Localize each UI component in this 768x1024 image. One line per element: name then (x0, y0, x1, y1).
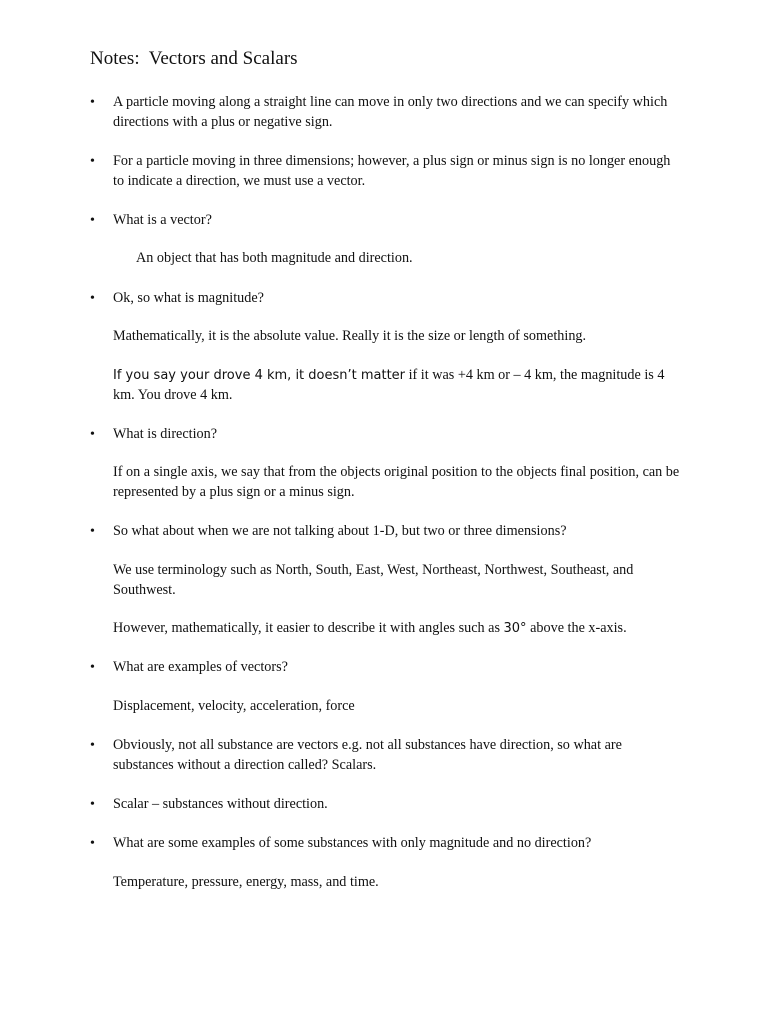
list-item: What is direction? (113, 426, 218, 442)
magnitude-math: Mathematically, it is the absolute value. Really it is the size or length of something. (113, 328, 587, 344)
magnitude-example-rest: if it was +4 km or – 4 km, the magnitude is 4 km. You drove 4 km. (113, 367, 665, 403)
list-item: For a particle moving in three dimensions; however, a plus sign or minus sign is no longer enough to indicate a direction, we must use a vector. (113, 153, 671, 189)
bullet-icon: • (90, 738, 95, 753)
list-item: What are examples of vectors? (113, 659, 288, 675)
bullet-icon: • (90, 660, 95, 675)
magnitude-example-start: If you say your drove 4 km, it doesn’t matter (113, 368, 406, 383)
angles-before: However, mathematically, it easier to describe it with angles such as (113, 620, 504, 636)
bullet-icon: • (90, 213, 95, 228)
vector-examples: Displacement, velocity, acceleration, force (113, 698, 355, 714)
bullet-icon: • (90, 524, 95, 539)
list-item: Obviously, not all substance are vectors e.g. not all substances have direction, so what are substances without a direction called? Scalars. (113, 737, 622, 773)
page-title: Notes: Vectors and Scalars (90, 48, 298, 69)
angles-after: above the x-axis. (526, 620, 627, 636)
bullet-icon: • (90, 836, 95, 851)
vector-definition: An object that has both magnitude and direction. (136, 250, 413, 266)
direction-axis: If on a single axis, we say that from the objects original position to the objects final position, can be represented by a plus sign or a minus sign. (113, 464, 680, 500)
list-item: So what about when we are not talking about 1-D, but two or three dimensions? (113, 523, 567, 539)
list-item: What is a vector? (113, 212, 212, 228)
bullet-icon: • (90, 154, 95, 169)
angle-value: 30° (503, 621, 527, 636)
list-item: A particle moving along a straight line can move in only two directions and we can specify which directions with a plus or negative sign. (113, 94, 668, 130)
list-item: What are some examples of some substances with only magnitude and no direction? (113, 835, 592, 851)
angles-sentence (113, 619, 683, 639)
bullet-icon: • (90, 95, 95, 110)
dimension-terms: We use terminology such as North, South, East, West, Northeast, Northwest, Southeast, and Southwest. (113, 562, 634, 598)
bullet-icon: • (90, 427, 95, 442)
bullet-icon: • (90, 797, 95, 812)
list-item: Ok, so what is magnitude? (113, 290, 264, 306)
bullet-icon: • (90, 291, 95, 306)
scalar-examples: Temperature, pressure, energy, mass, and time. (113, 874, 379, 890)
list-item: Scalar – substances without direction. (113, 796, 328, 812)
magnitude-example (113, 366, 683, 405)
